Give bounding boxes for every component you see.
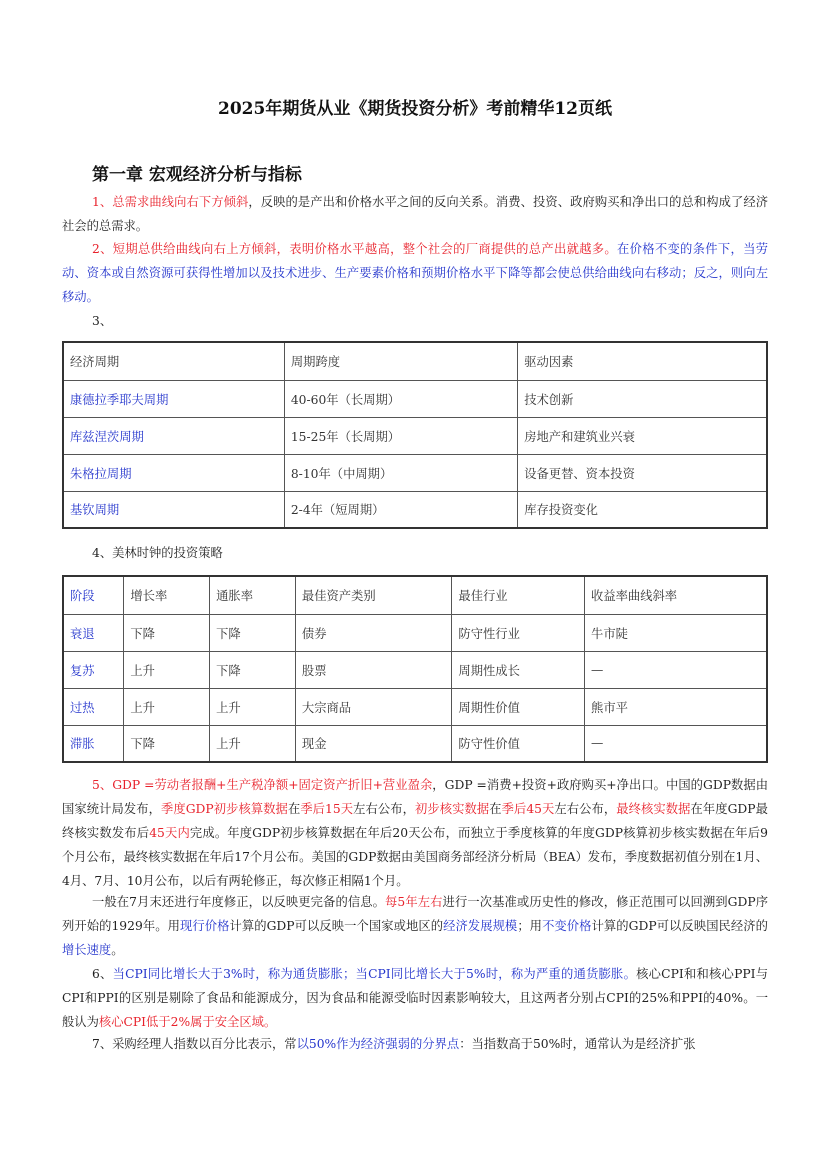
text-run: 5、GDP =劳动者报酬+生产税净额+固定资产折旧+营业盈余 <box>92 778 433 792</box>
text-run: 当CPI同比增长大于3%时，称为通货膨胀；当CPI同比增长大于5%时，称为严重的通货膨胀。 <box>112 967 637 981</box>
table-cell: 上升 <box>210 688 296 725</box>
table-cell: 上升 <box>210 725 296 762</box>
text-run: ，GDP =消费+投资+政府购买+净出口。中国的GDP数据由国家统计局发布， <box>62 778 768 816</box>
table-header-cell: 驱动因素 <box>518 342 767 380</box>
merrill-clock-table <box>62 575 768 763</box>
text-run: 7、采购经理人指数以百分比表示，常 <box>92 1037 297 1051</box>
cycle-name-cell: 基钦周期 <box>63 491 284 528</box>
paragraph-6 <box>62 962 768 1034</box>
table-cell: 下降 <box>124 725 210 762</box>
table-cell: 熊市平 <box>585 688 767 725</box>
text-run: 最终核实数据 <box>616 802 691 816</box>
phase-cell: 复苏 <box>63 651 124 688</box>
table-row <box>63 417 767 454</box>
text-run: 计算的GDP可以反映一个国家或地区的 <box>229 919 444 933</box>
paragraph-2 <box>62 237 768 309</box>
text-run: 左右公布， <box>353 802 415 816</box>
phase-cell: 滞胀 <box>63 725 124 762</box>
table-cell: 债券 <box>295 614 452 651</box>
text-run: 完成。年度GDP初步核算数据在年后20天公布，而独立于季度核算的年度GDP核算初步核实数据在年后9个月公布，最终核实数据在年后17个月公布。美国的GDP数据由美国商务部经济分析局（BEA）发布，季度数据初值分别在1月、4月、7月、10月公布，以后有两轮修正，每次修正相隔1个月。 <box>62 826 768 888</box>
phase-cell: 过热 <box>63 688 124 725</box>
table-cell: 下降 <box>210 651 296 688</box>
table-cell: — <box>585 651 767 688</box>
text-run: 计算的GDP可以反映国民经济的 <box>591 919 768 933</box>
economic-cycle-table <box>62 341 768 529</box>
chapter-heading: 第一章 宏观经济分析与指标 <box>92 165 302 185</box>
text-run: 经济发展规模 <box>443 919 518 933</box>
table-row <box>63 380 767 417</box>
text-run: ；用 <box>517 919 543 933</box>
table-cell: 15-25年（长周期） <box>284 417 517 454</box>
table-cell: 8-10年（中周期） <box>284 454 517 491</box>
table-cell: 2-4年（短周期） <box>284 491 517 528</box>
table-cell: 牛市陡 <box>585 614 767 651</box>
cycle-name-cell: 库兹涅茨周期 <box>63 417 284 454</box>
table-cell: 技术创新 <box>518 380 767 417</box>
table-cell: 设备更替、资本投资 <box>518 454 767 491</box>
table-cell: 现金 <box>295 725 452 762</box>
table-cell: 房地产和建筑业兴衰 <box>518 417 767 454</box>
table-row <box>63 454 767 491</box>
paragraph-7 <box>62 1032 768 1056</box>
table-row <box>63 725 767 762</box>
text-run: ：当指数高于50%时，通常认为是经济扩张 <box>459 1037 696 1051</box>
table-header-cell: 通胀率 <box>210 576 296 614</box>
table-cell: 上升 <box>124 651 210 688</box>
text-run: 1、总需求曲线向右下方倾斜 <box>92 195 249 209</box>
table-header-cell: 增长率 <box>124 576 210 614</box>
text-run: 核心CPI和和核心PPI与CPI和PPI的区别是剔除了食品和能源成分，因为食品和能源受临时因素影响较大，且这两者分别占CPI的25%和PPI的40%。一般认为 <box>62 967 769 1029</box>
table-cell: 周期性价值 <box>452 688 585 725</box>
table-cell: 上升 <box>124 688 210 725</box>
table-header-row <box>63 342 767 380</box>
phase-cell: 衰退 <box>63 614 124 651</box>
table-cell: 防守性行业 <box>452 614 585 651</box>
paragraph-5 <box>62 773 768 893</box>
table-header-cell: 收益率曲线斜率 <box>585 576 767 614</box>
text-run: 6、 <box>92 967 113 981</box>
text-run: 增长速度 <box>62 943 112 957</box>
text-run: 季后15天 <box>300 802 354 816</box>
table-cell: 下降 <box>124 614 210 651</box>
table-cell: — <box>585 725 767 762</box>
text-run: 一般在7月末还进行年度修正，以反映更完备的信息。 <box>92 895 386 909</box>
text-run: 现行价格 <box>179 919 230 933</box>
cycle-name-cell: 朱格拉周期 <box>63 454 284 491</box>
table-row <box>63 651 767 688</box>
table-row <box>63 614 767 651</box>
table-row <box>63 491 767 528</box>
table-header-cell: 最佳资产类别 <box>295 576 452 614</box>
table-cell: 下降 <box>210 614 296 651</box>
cycle-name-cell: 康德拉季耶夫周期 <box>63 380 284 417</box>
table-header-cell: 最佳行业 <box>452 576 585 614</box>
table-header-cell: 经济周期 <box>63 342 284 380</box>
table-cell: 库存投资变化 <box>518 491 767 528</box>
text-run: 。 <box>111 943 124 957</box>
table-cell: 防守性价值 <box>452 725 585 762</box>
text-run: 季度GDP初步核算数据 <box>160 802 288 816</box>
text-run: 2、短期总供给曲线向右上方倾斜，表明价格水平越高，整个社会的厂商提供的总产出就越多。 <box>92 242 618 256</box>
text-run: 不变价格 <box>542 919 592 933</box>
text-run: 左右公布， <box>554 802 617 816</box>
paragraph-5-continued <box>62 890 768 962</box>
table-cell: 股票 <box>295 651 452 688</box>
text-run: 以50%作为经济强弱的分界点 <box>296 1037 460 1051</box>
text-run: 每5年左右 <box>385 895 443 909</box>
text-run: 季后45天 <box>501 802 555 816</box>
text-run: 初步核实数据 <box>414 802 490 816</box>
table-header-cell: 阶段 <box>63 576 124 614</box>
text-run: 45天内 <box>149 826 190 840</box>
document-title: 2025年期货从业《期货投资分析》考前精华12页纸 <box>218 99 612 119</box>
table-cell: 40-60年（长周期） <box>284 380 517 417</box>
table-cell: 大宗商品 <box>295 688 452 725</box>
text-run: 在年度GDP最终核实数发布后 <box>62 802 768 840</box>
text-run: ，反映的是产出和价格水平之间的反向关系。消费、投资、政府购买和净出口的总和构成了经济社会的总需求。 <box>62 195 768 233</box>
table-header-row <box>63 576 767 614</box>
text-run: 核心CPI低于2%属于安全区域。 <box>98 1015 277 1029</box>
text-run: 在 <box>287 802 301 816</box>
table-header-cell: 周期跨度 <box>284 342 517 380</box>
text-run: 在价格不变的条件下，当劳动、资本或自然资源可获得性增加以及技术进步、生产要素价格和预期价格水平下降等都会使总供给曲线向右移动；反之，则向左移动。 <box>62 242 768 304</box>
paragraph-1 <box>62 190 768 238</box>
table-cell: 周期性成长 <box>452 651 585 688</box>
item-4-label: 4、美林时钟的投资策略 <box>92 546 223 560</box>
text-run: 在 <box>489 802 502 816</box>
item-3-label: 3、 <box>92 314 113 328</box>
table-row <box>63 688 767 725</box>
text-run: 进行一次基准或历史性的修改，修正范围可以回溯到GDP序列开始的1929年。用 <box>62 895 768 933</box>
